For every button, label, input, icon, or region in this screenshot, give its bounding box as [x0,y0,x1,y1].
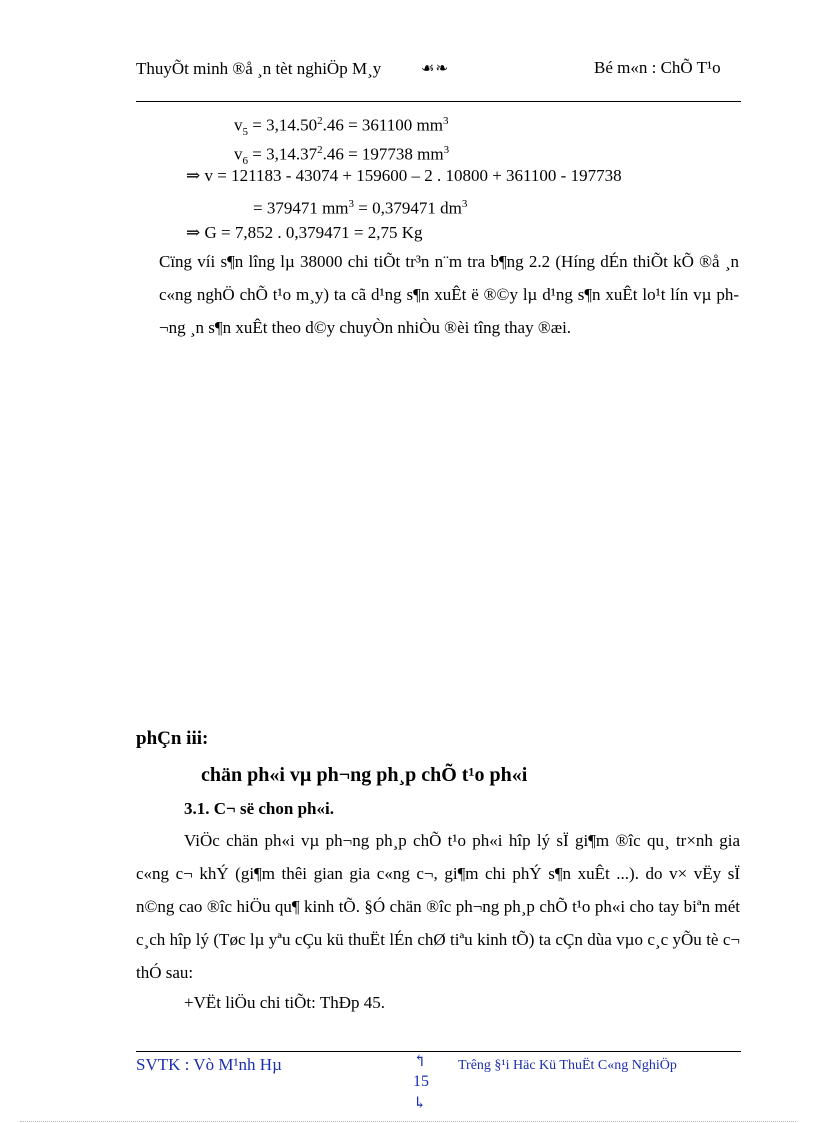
formula-v-result: = 379471 $mm^3 = 0,379471$ $dm^3$ [253,198,468,218]
header-document-title: ThuyÕt minh ®å ¸n tèt nghiÖp M¸y [136,59,382,78]
page-number: 15 [413,1073,429,1090]
formula-v6: $v_6 = 3,14.37^2.46 = 197738$ $mm^3$ [234,144,450,168]
formula-v-total: ⇒ v = 121183 - 43074 + 159600 – 2 . 10800 + 361100 - 197738 [186,166,622,185]
paragraph-production-type: Cïng víi s¶n lîng lµ 38000 chi tiÕt tr³n n¨m tra b¶ng 2.2 (Híng dÉn thiÕt kÕ ®å ¸n c«ng nghÖ chÕ t¹o m¸y) ta cã d¹ng s¶n xuÊt ë ®©y lµ d¹ng s¶n xuÊt lo¹t lín vµ ph¬ng ¸n s¶n xuÊt theo d©y chuyÒn nhiÒu ®èi tîng thay ®æi. [159,252,739,337]
page-bottom-border [20,1121,796,1122]
page-up-arrow-icon: ↰ [413,1053,427,1070]
header-ornament-icon: ☙❧ [421,61,450,77]
paragraph-blank-selection: ViÖc chän ph«i vµ ph¬ng ph¸p chÕ t¹o ph«i hîp lý sÏ gi¶m ®îc qu¸ tr×nh gia c«ng c¬ khÝ (gi¶m thêi gian gia c«ng c¬, gi¶m chi phÝ s¶n xuÊt ...). do v× vËy sÏ n©ng cao ®îc hiÖu qu¶ kinh tÕ. §Ó chän ®îc ph¬ng ph¸p chÕ t¹o ph«i cho tay biªn mét c¸ch hîp lý (Tøc lµ yªu cÇu kü thuËt lÉn chØ tiªu kinh tÕ) ta cÇn dùa vµo c¸c yÕu tè c¬ thÓ sau: [136,831,740,982]
formula-v5: $v_5 = 3,14.50^2.46 = 361100$ $mm^3$ [234,115,449,139]
formula-g-result: ⇒ G = 7,852 . 0,379471 = 2,75 Kg [186,223,423,242]
header-divider [136,101,741,102]
footer-university: Trêng §¹i Häc Kü ThuËt C«ng NghiÖp [458,1058,677,1073]
footer-author: SVTK : Vò M¹nh Hµ [136,1055,282,1074]
part-title: phÇn iii: [136,728,209,749]
section-title: 3.1. C¬ së chon ph«i. [184,799,334,818]
header-department: Bé m«n : ChÕ T¹o [594,58,721,77]
footer-divider [136,1051,741,1052]
bullet-material: +VËt liÖu chi tiÕt: ThÐp 45. [184,993,385,1012]
chapter-title: chän ph«i vµ ph¬ng ph¸p chÕ t¹o ph«i [201,764,528,786]
page-down-arrow-icon: ↳ [413,1095,427,1112]
